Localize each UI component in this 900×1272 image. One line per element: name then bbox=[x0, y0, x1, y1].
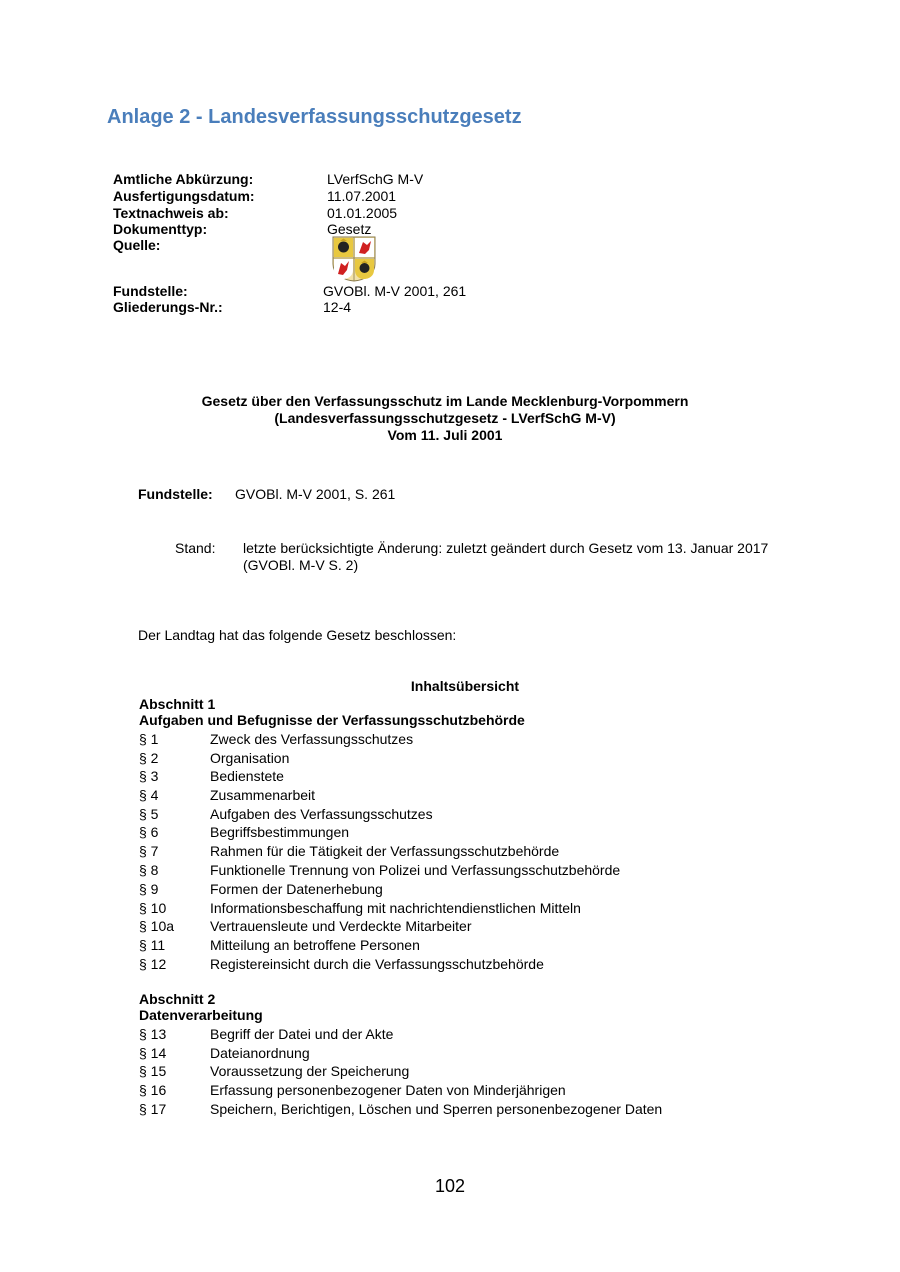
section-1-number: Abschnitt 1 bbox=[139, 696, 216, 712]
abbreviation-value: LVerfSchG M-V bbox=[327, 171, 424, 187]
section-2-title: Datenverarbeitung bbox=[139, 1007, 263, 1023]
toc-item-number: § 15 bbox=[139, 1063, 167, 1079]
toc-item-number: § 13 bbox=[139, 1026, 167, 1042]
page-number: 102 bbox=[434, 1176, 466, 1196]
toc-item-number: § 4 bbox=[139, 787, 159, 803]
toc-item-title: Organisation bbox=[210, 750, 290, 766]
toc-item-title: Registereinsicht durch die Verfassungsschutzbehörde bbox=[210, 956, 544, 972]
stand-label: Stand: bbox=[175, 540, 216, 556]
doctype-label: Dokumenttyp: bbox=[113, 221, 208, 237]
toc-item-number: § 2 bbox=[139, 750, 159, 766]
reference-label: Fundstelle: bbox=[113, 283, 188, 299]
toc-item-number: § 1 bbox=[139, 731, 159, 747]
toc-heading: Inhaltsübersicht bbox=[410, 678, 520, 694]
toc-item-title: Formen der Datenerhebung bbox=[210, 881, 383, 897]
toc-item-number: § 6 bbox=[139, 824, 159, 840]
toc-item-title: Informationsbeschaffung mit nachrichtendienstlichen Mitteln bbox=[210, 900, 581, 916]
toc-item-title: Erfassung personenbezogener Daten von Minderjährigen bbox=[210, 1082, 566, 1098]
law-title: Gesetz über den Verfassungsschutz im Lande Mecklenburg-Vorpommern bbox=[201, 393, 689, 409]
toc-item-number: § 11 bbox=[139, 937, 166, 953]
toc-item-number: § 7 bbox=[139, 843, 159, 859]
abbreviation-label: Amtliche Abkürzung: bbox=[113, 171, 254, 187]
toc-item-number: § 10a bbox=[139, 918, 175, 934]
intro-text: Der Landtag hat das folgende Gesetz beschlossen: bbox=[138, 627, 457, 643]
toc-item-title: Zweck des Verfassungsschutzes bbox=[210, 731, 414, 747]
section-2-number: Abschnitt 2 bbox=[139, 991, 216, 1007]
law-date: Vom 11. Juli 2001 bbox=[387, 427, 503, 443]
toc-item-title: Rahmen für die Tätigkeit der Verfassungsschutzbehörde bbox=[210, 843, 560, 859]
toc-item-title: Zusammenarbeit bbox=[210, 787, 316, 803]
text-proof-value: 01.01.2005 bbox=[327, 205, 398, 221]
source-label: Quelle: bbox=[113, 237, 161, 253]
page-title: Anlage 2 - Landesverfassungsschutzgesetz bbox=[107, 106, 522, 128]
text-proof-label: Textnachweis ab: bbox=[113, 205, 229, 221]
stand-line-1: letzte berücksichtigte Änderung: zuletzt geändert durch Gesetz vom 13. Januar 2017 bbox=[243, 540, 769, 556]
toc-item-number: § 8 bbox=[139, 862, 159, 878]
toc-item-title: Aufgaben des Verfassungsschutzes bbox=[210, 806, 433, 822]
toc-item-number: § 9 bbox=[139, 881, 159, 897]
toc-item-title: Begriff der Datei und der Akte bbox=[210, 1026, 394, 1042]
toc-item-number: § 12 bbox=[139, 956, 167, 972]
section-1-title: Aufgaben und Befugnisse der Verfassungsschutzbehörde bbox=[139, 712, 525, 728]
toc-item-title: Speichern, Berichtigen, Löschen und Sperren personenbezogener Daten bbox=[210, 1101, 663, 1117]
doctype-value: Gesetz bbox=[327, 221, 372, 237]
toc-item-number: § 10 bbox=[139, 900, 167, 916]
toc-item-title: Funktionelle Trennung von Polizei und Verfassungsschutzbehörde bbox=[210, 862, 621, 878]
issue-date-label: Ausfertigungsdatum: bbox=[113, 188, 255, 204]
toc-item-number: § 5 bbox=[139, 806, 159, 822]
toc-item-number: § 17 bbox=[139, 1101, 167, 1117]
toc-item-number: § 14 bbox=[139, 1045, 167, 1061]
toc-item-title: Bedienstete bbox=[210, 768, 284, 784]
toc-item-title: Vertrauensleute und Verdeckte Mitarbeiter bbox=[210, 918, 472, 934]
reference-value: GVOBl. M-V 2001, 261 bbox=[323, 283, 467, 299]
classification-value: 12-4 bbox=[323, 299, 352, 315]
law-short-title: (Landesverfassungsschutzgesetz - LVerfSchG M-V) bbox=[274, 410, 616, 426]
fundstelle-value: GVOBl. M-V 2001, S. 261 bbox=[235, 486, 396, 502]
stand-line-2: (GVOBl. M-V S. 2) bbox=[243, 557, 359, 573]
toc-item-title: Dateianordnung bbox=[210, 1045, 310, 1061]
classification-label: Gliederungs-Nr.: bbox=[113, 299, 223, 315]
toc-item-title: Begriffsbestimmungen bbox=[210, 824, 350, 840]
issue-date-value: 11.07.2001 bbox=[327, 188, 397, 204]
toc-item-title: Mitteilung an betroffene Personen bbox=[210, 937, 420, 953]
coat-of-arms-icon bbox=[332, 236, 376, 282]
toc-item-number: § 16 bbox=[139, 1082, 167, 1098]
toc-item-number: § 3 bbox=[139, 768, 159, 784]
fundstelle-label: Fundstelle: bbox=[138, 486, 213, 502]
toc-item-title: Voraussetzung der Speicherung bbox=[210, 1063, 410, 1079]
